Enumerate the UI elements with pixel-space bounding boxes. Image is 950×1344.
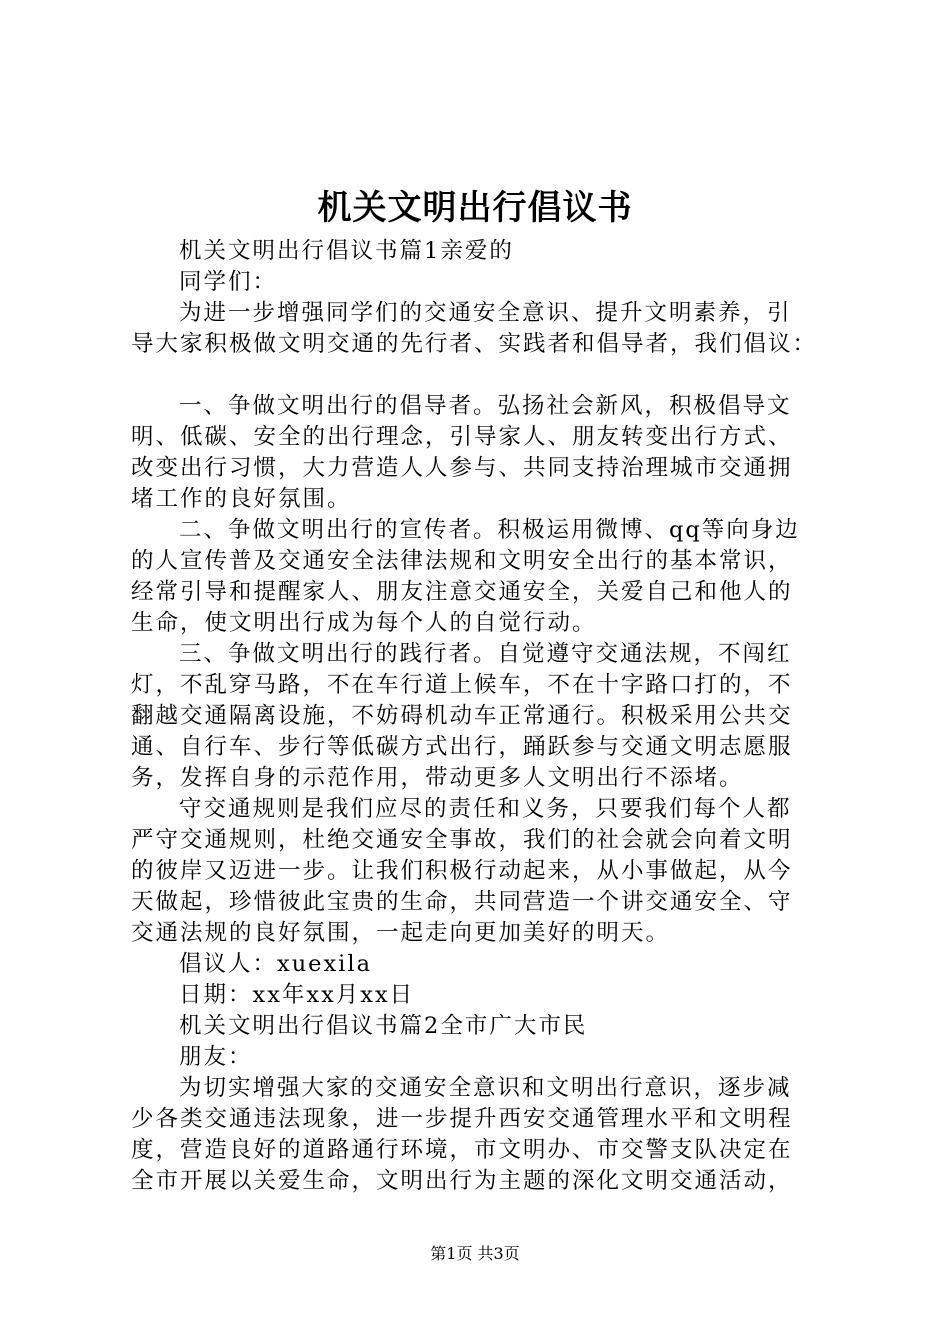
body-line: 天做起，珍惜彼此宝贵的生命，共同营造一个讲交通安全、守 [131,889,793,915]
body-line: 一、争做文明出行的倡导者。弘扬社会新风，积极倡导文 [179,393,792,419]
body-line: 日期：xx年xx月xx日 [179,982,415,1008]
document-body [131,236,851,1197]
page-number-footer: 第1页 共3页 [430,1244,520,1263]
body-line: 为切实增强大家的交通安全意识和文明出行意识，逐步减 [179,1075,792,1101]
body-line: 交通法规的良好氛围，一起走向更加美好的明天。 [131,920,671,946]
body-line: 生命，使文明出行成为每个人的自觉行动。 [131,610,597,636]
body-line: 同学们： [179,269,278,295]
body-line: 全市开展以关爱生命，文明出行为主题的深化文明交通活动， [131,1168,793,1194]
body-line: 通、自行车、步行等低碳方式出行，踊跃参与交通文明志愿服 [131,734,793,760]
body-line: 机关文明出行倡议书篇1亲爱的 [179,238,514,264]
body-line: 经常引导和提醒家人、朋友注意交通安全，关爱自己和他人的 [131,579,793,605]
body-line: 守交通规则是我们应尽的责任和义务，只要我们每个人都 [179,796,792,822]
body-line: 的人宣传普及交通安全法律法规和文明安全出行的基本常识， [131,548,793,574]
body-line: 为进一步增强同学们的交通安全意识、提升文明素养，引 [179,300,792,326]
document-title: 机关文明出行倡议书 [317,188,633,228]
body-line: 朋友： [179,1044,253,1070]
body-line: 二、争做文明出行的宣传者。积极运用微博、qq等向身边 [179,517,800,543]
body-line: 导大家积极做文明交通的先行者、实践者和倡导者，我们倡议： [131,331,818,357]
body-line: 度，营造良好的道路通行环境，市文明办、市交警支队决定在 [131,1137,793,1163]
body-line: 灯，不乱穿马路，不在车行道上候车，不在十字路口打的，不 [131,672,793,698]
body-line: 严守交通规则，杜绝交通安全事故，我们的社会就会向着文明 [131,827,793,853]
body-line: 倡议人：xuexila [179,951,372,977]
body-line: 翻越交通隔离设施，不妨碍机动车正常通行。积极采用公共交 [131,703,793,729]
blank-line [131,360,851,391]
body-line: 务，发挥自身的示范作用，带动更多人文明出行不添堵。 [131,765,744,791]
body-line: 改变出行习惯，大力营造人人参与、共同支持治理城市交通拥 [131,455,793,481]
body-line: 机关文明出行倡议书篇2全市广大市民 [179,1013,588,1039]
body-line: 堵工作的良好氛围。 [131,486,352,512]
body-line: 明、低碳、安全的出行理念，引导家人、朋友转变出行方式、 [131,424,793,450]
body-line: 三、争做文明出行的践行者。自觉遵守交通法规，不闯红 [179,641,792,667]
body-line: 的彼岸又迈进一步。让我们积极行动起来，从小事做起，从今 [131,858,793,884]
body-line: 少各类交通违法现象，进一步提升西安交通管理水平和文明程 [131,1106,793,1132]
